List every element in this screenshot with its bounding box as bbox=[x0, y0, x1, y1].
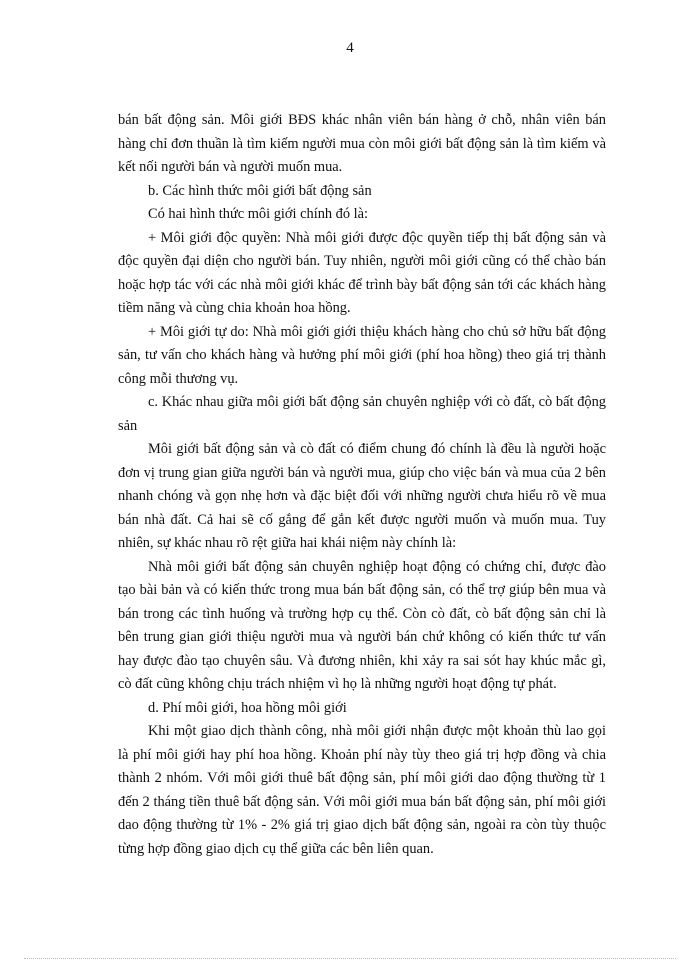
document-body bbox=[118, 109, 606, 861]
section-heading-c: c. Khác nhau giữa môi giới bất động sản chuyên nghiệp với cò đất, cò bất động sản bbox=[118, 394, 606, 434]
paragraph-free-broker: + Môi giới tự do: Nhà môi giới giới thiệu khách hàng cho chủ sở hữu bất động sản, tư vấn cho khách hàng và hưởng phí môi giới (phí hoa hồng) theo giá trị thành công mỗi thương vụ. bbox=[118, 323, 606, 387]
paragraph-intro-continuation: bán bất động sản. Môi giới BĐS khác nhân viên bán hàng ở chỗ, nhân viên bán hàng chỉ đơn thuần là tìm kiếm người mua còn môi giới bất động sản là tìm kiếm và kết nối người bán và người muốn mua. bbox=[118, 112, 606, 175]
paragraph-forms-intro: Có hai hình thức môi giới chính đó là: bbox=[148, 206, 369, 222]
page-bottom-border bbox=[24, 958, 676, 959]
section-heading-d: d. Phí môi giới, hoa hồng môi giới bbox=[148, 699, 347, 716]
page-number: 4 bbox=[346, 40, 354, 56]
paragraph-commission: Khi một giao dịch thành công, nhà môi giới nhận được một khoản thù lao gọi là phí môi giới hay phí hoa hồng. Khoản phí này tùy theo giá trị hợp đồng và chia thành 2 nhóm. Với môi giới thuê bất động sản, phí môi giới dao động thường từ 1 đến 2 tháng tiền thuê bất động sản. Với môi giới mua bán bất động sản, phí môi giới dao động thường từ 1% - 2% giá trị giao dịch bất động sản, ngoài ra còn tùy thuộc từng hợp đồng giao dịch cụ thể giữa các bên liên quan. bbox=[118, 723, 606, 857]
paragraph-differences: Nhà môi giới bất động sản chuyên nghiệp hoạt động có chứng chỉ, được đào tạo bài bản và có kiến thức trong mua bán bất động sản, có thể trợ giúp bên mua và bán trong các tình huống và trường hợp cụ thể. Còn cò đất, cò bất động sản chỉ là bên trung gian giới thiệu người mua và người bán chứ không có kiến thức tư vấn hay được đào tạo chuyên sâu. Và đương nhiên, khi xảy ra sai sót hay khúc mắc gì, cò đất cũng không chịu trách nhiệm vì họ là những người hoạt động tự phát. bbox=[118, 558, 606, 692]
section-heading-b: b. Các hình thức môi giới bất động sản bbox=[148, 182, 372, 199]
paragraph-common-points: Môi giới bất động sản và cò đất có điểm chung đó chính là đều là người hoặc đơn vị trung gian giữa người bán và người mua, giúp cho việc bán và mua của 2 bên nhanh chóng và gọn nhẹ hơn và đặc biệt đối với những người chưa hiểu rõ về mua bán nhà đất. Cả hai sẽ cố gắng để gắn kết được người muốn và muốn mua. Tuy nhiên, sự khác nhau rõ rệt giữa hai khái niệm này chính là: bbox=[118, 441, 606, 551]
paragraph-exclusive-broker: + Môi giới độc quyền: Nhà môi giới được độc quyền tiếp thị bất động sản và độc quyền đại diện cho người bán. Tuy nhiên, người môi giới cũng có thể chào bán hoặc hợp tác với các nhà môi giới khác để trình bày bất động sản tới các khách hàng tiềm năng và cùng chia khoản hoa hồng. bbox=[118, 229, 606, 316]
